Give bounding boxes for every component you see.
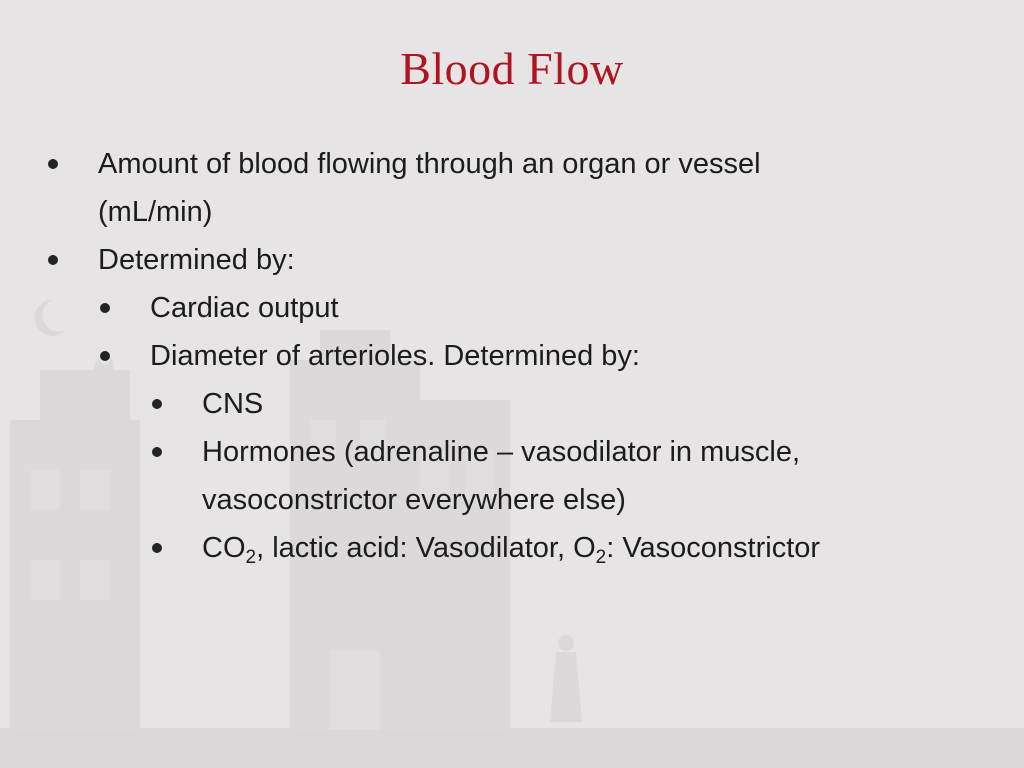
co2-text: CO <box>202 532 246 564</box>
bullet-text: Cardiac output <box>150 292 339 324</box>
bullet-dot-icon <box>152 543 162 553</box>
bullet-text-continued: vasoconstrictor everywhere else) <box>202 484 626 516</box>
bullet-text: Amount of blood flowing through an organ or vessel <box>98 148 761 180</box>
bullet-text: CNS <box>202 388 264 420</box>
bullet-text: Diameter of arterioles. Determined by: <box>150 340 640 372</box>
subscript-2: 2 <box>245 547 257 568</box>
bullet-dot-icon <box>152 399 162 409</box>
moon-icon <box>35 300 66 336</box>
bullet-dot-icon <box>100 303 110 313</box>
house-left <box>10 420 140 730</box>
bullet-text: Determined by: <box>98 244 295 276</box>
vasoconstrictor-text: : Vasoconstrictor <box>606 532 821 564</box>
bullet-text <box>202 524 820 572</box>
bullet-text-continued: (mL/min) <box>98 196 213 228</box>
bullet-text: Hormones (adrenaline – vasodilator in muscle, <box>202 436 801 468</box>
bullet-dot-icon <box>48 159 58 169</box>
lactic-acid-text: , lactic acid: Vasodilator, O <box>256 532 596 564</box>
slide-title: Blood Flow <box>400 43 624 94</box>
subscript-2: 2 <box>595 547 607 568</box>
person-icon <box>558 635 574 651</box>
bullet-dot-icon <box>100 351 110 361</box>
bullet-dot-icon <box>48 255 58 265</box>
bullet-dot-icon <box>152 447 162 457</box>
